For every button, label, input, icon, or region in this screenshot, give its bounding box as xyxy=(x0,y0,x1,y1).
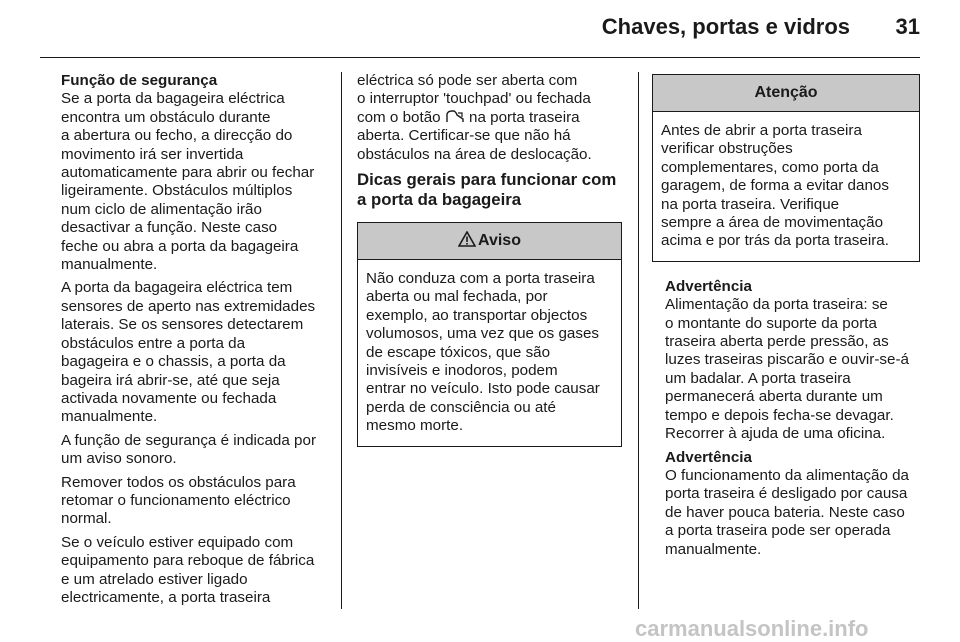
section-heading-tips: Dicas gerais para funcionar com a porta da bagageira xyxy=(357,170,617,210)
column-divider-1 xyxy=(341,72,342,609)
notice-heading-2: Advertência xyxy=(665,448,752,466)
column-divider-2 xyxy=(638,72,639,609)
paragraph-obstacle-reverse: Se a porta da bagageira eléctrica encontra um obstáculo durante a abertura ou fecho, a direcção do movimento irá ser invertida automaticamente para abrir ou fechar ligeiramente. Obstáculos múltiplos num ciclo de alimentação irão desactivar a função. Neste caso feche ou abra a porta da bagageira manualmente. xyxy=(61,90,315,274)
column-right xyxy=(652,72,920,564)
column-left xyxy=(61,72,329,612)
watermark: carmanualsonline.info xyxy=(635,616,869,641)
paragraph-touchpad: eléctrica só pode ser aberta com o interruptor 'touchpad' ou fechada com o botão na porta traseira aberta. Certificar-se que não há obstáculos na área de deslocação. xyxy=(357,72,592,163)
tailgate-button-icon xyxy=(445,110,465,124)
page-number: 31 xyxy=(895,14,920,39)
warning-box-header xyxy=(358,223,621,260)
warning-box-title: Aviso xyxy=(478,232,521,250)
warning-box-aviso xyxy=(357,222,622,447)
notice-body-2: O funcionamento da alimentação da porta traseira é desligado por causa de haver pouca bateria. Neste caso a porta traseira pode ser operada manualmente. xyxy=(665,466,910,558)
warning-box-body: Não conduza com a porta traseira aberta ou mal fechada, por exemplo, ao transportar objectos volumosos, uma vez que os gases de escape tóxicos, que são invisíveis e inodoros, podem entrar no veículo. Isto pode causar perda de consciência ou até mesmo morte. xyxy=(366,270,600,435)
paragraph-trailer: Se o veículo estiver equipado com equipamento para reboque de fábrica e um atrelado estiver ligado electricamente, a porta traseira xyxy=(61,533,315,606)
page-header-title: Chaves, portas e vidros xyxy=(601,14,850,39)
safety-function-heading: Função de segurança xyxy=(61,72,218,89)
notice-heading-1: Advertência xyxy=(665,277,752,295)
notice-body-1: Alimentação da porta traseira: se o montante do suporte da porta traseira aberta perde pressão, as luzes traseiras piscarão e ouvir-se-á um badalar. A porta traseira permanecerá aberta durante um tempo e depois fecha-se devagar. Recorrer à ajuda de uma oficina. xyxy=(665,296,909,443)
paragraph-audible-warning: A função de segurança é indicada por um aviso sonoro. xyxy=(61,431,316,468)
caution-box-body: Antes de abrir a porta traseira verificar obstruções complementares, como porta da garagem, de forma a evitar danos na porta traseira. Verifique sempre a área de movimentação acima e por trás da porta traseira. xyxy=(661,122,889,250)
paragraph-pinch-sensors: A porta da bagageira eléctrica tem sensores de aperto nas extremidades laterais. Se os sensores detectarem obstáculos entre a porta da bagageira e o chassis, a porta da bageira irá abrir-se, até que seja activada novamente ou fechada manualmente. xyxy=(61,279,316,426)
notice-group xyxy=(665,278,920,559)
header-divider xyxy=(40,57,920,58)
caution-box-atencao xyxy=(652,74,920,262)
caution-box-header: Atenção xyxy=(653,75,919,112)
column-middle xyxy=(357,72,622,447)
warning-triangle-icon xyxy=(458,225,476,241)
paragraph-remove-obstacles: Remover todos os obstáculos para retomar o funcionamento eléctrico normal. xyxy=(61,473,296,528)
